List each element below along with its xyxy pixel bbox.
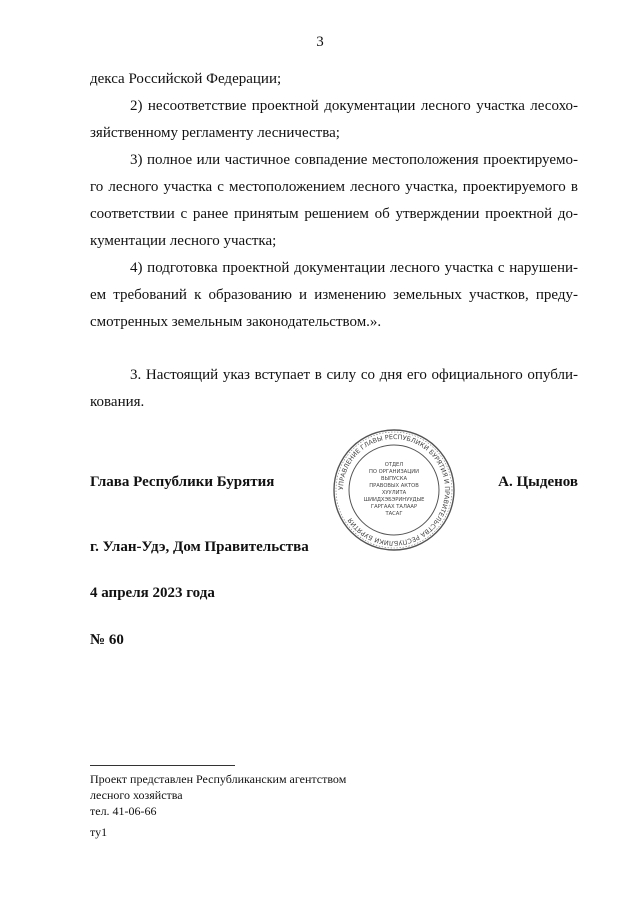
seal-text: ОТДЕЛ [384,462,404,468]
official-seal [332,428,456,552]
seal-text: ШИИДХЭБЭРИНУУДЫЕ [363,497,425,503]
signing-date: 4 апреля 2023 года [90,585,215,601]
body-line: кования. [90,394,145,410]
seal-text: ПО ОРГАНИЗАЦИИ [368,469,420,475]
signer-position: Глава Республики Бурятия [90,474,275,490]
document-body [90,66,578,416]
footnote-divider [90,765,235,766]
seal-text: ХУУЛИТА [381,490,407,496]
seal-ring-text: УПРАВЛЕНИЕ ГЛАВЫ РЕСПУБЛИКИ БУРЯТИЯ И ПРАВИТЕЛЬСТВА РЕСПУБЛИКИ БУРЯТИЯ [336,432,452,548]
decree-number: № 60 [90,632,124,648]
body-line: 3. Настоящий указ вступает в силу со дня его официального опубли- [130,367,578,383]
footnote-line: Проект представлен Республиканским агентством [90,772,347,786]
body-line: соответствии с ранее принятым решением об утверждении проектной до- [90,206,578,222]
seal-text: ТАСАГ [385,511,403,517]
seal-text: ГАРГААХ ТАЛААР [370,504,418,510]
body-line: кументации лесного участка; [90,233,277,249]
footnote-line: тел. 41-06-66 [90,804,157,818]
body-line: го лесного участка с местоположением лесного участка, проектируемого в [90,179,578,195]
body-line: 3) полное или частичное совпадение местоположения проектируемо- [130,152,578,168]
body-line: 2) несоответствие проектной документации лесного участка лесохо- [130,98,578,114]
seal-text: ВЫПУСКА [380,476,408,482]
body-line: ем требований к образованию и изменению земельных участков, преду- [90,287,578,303]
body-line: декса Российской Федерации; [90,71,282,87]
body-line: 4) подготовка проектной документации лесного участка с нарушени- [130,260,578,276]
footnote-line: лесного хозяйства [90,788,183,802]
page-number: 3 [316,34,324,50]
signer-name: А. Цыденов [498,474,578,490]
body-line: зяйственному регламенту лесничества; [90,125,340,141]
document-code: ту1 [90,825,108,839]
body-line: смотренных земельным законодательством.». [90,314,382,330]
signing-place: г. Улан-Удэ, Дом Правительства [90,539,309,555]
seal-text: ПРАВОВЫХ АКТОВ [369,483,419,489]
footnote [90,771,346,819]
